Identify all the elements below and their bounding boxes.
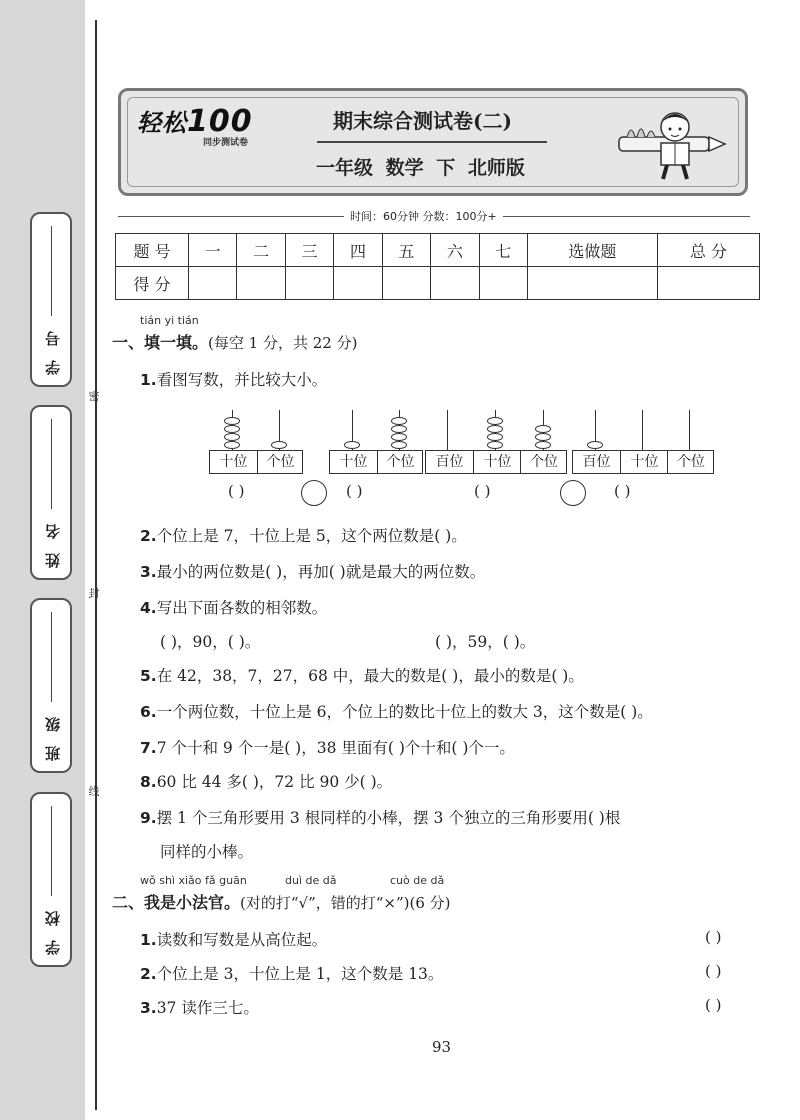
- table-cell: 一: [189, 234, 237, 267]
- section1-note: (每空 1 分，共 22 分): [208, 334, 358, 352]
- question-number: 6.: [140, 703, 157, 721]
- question-4: [140, 596, 327, 618]
- question-6: [140, 700, 653, 722]
- question-text: 37 读作三七。: [156, 999, 259, 1017]
- abacus-bead: [224, 441, 240, 449]
- student-number-label: 学号: [44, 317, 62, 375]
- name-label: 姓名: [44, 510, 62, 568]
- abacus-rod: [447, 410, 448, 450]
- score-input-cell[interactable]: [334, 267, 382, 300]
- question-number: 1.: [140, 371, 157, 389]
- abacus-d-labels: [572, 450, 714, 474]
- question-number: 8.: [140, 773, 157, 791]
- section1-heading: [112, 330, 357, 353]
- table-cell: 总 分: [657, 234, 759, 267]
- brand-logo: [137, 103, 253, 139]
- question-8: [140, 770, 392, 792]
- question-9-continued: 同样的小棒。: [160, 843, 254, 861]
- question-7: [140, 736, 515, 758]
- score-input-cell[interactable]: [431, 267, 479, 300]
- question-3: [140, 560, 485, 582]
- class-box[interactable]: [30, 598, 72, 773]
- question-number: 5.: [140, 667, 157, 685]
- question-text: 60 比 44 多( )，72 比 90 少( )。: [156, 773, 393, 791]
- abacus-a-labels: [209, 450, 303, 474]
- abacus-bead: [487, 425, 503, 433]
- abacus-bead: [224, 417, 240, 425]
- place-label: 十位: [620, 451, 668, 473]
- compare-circle[interactable]: [301, 480, 327, 506]
- section1-pinyin: tián yi tián: [140, 314, 199, 327]
- abacus-c-labels: [425, 450, 567, 474]
- section2-pinyin: cuò de dǎ: [390, 874, 445, 887]
- exam-subtitle: 一年级 数学 下 北师版: [316, 157, 525, 179]
- place-label: 百位: [435, 454, 464, 470]
- table-cell: 四: [334, 234, 382, 267]
- abacus-bead: [535, 433, 551, 441]
- question-5: [140, 664, 584, 686]
- question-text: 最小的两位数是( )，再加( )就是最大的两位数。: [156, 563, 486, 581]
- question-number: 2.: [140, 965, 157, 983]
- table-cell: 五: [382, 234, 430, 267]
- question-text: 写出下面各数的相邻数。: [156, 599, 328, 617]
- school-box[interactable]: [30, 792, 72, 967]
- abacus-bead: [391, 433, 407, 441]
- table-cell: 题 号: [116, 234, 189, 267]
- logo-subtitle: 同步测试卷: [203, 138, 249, 148]
- answer-blank[interactable]: ( ): [474, 482, 491, 500]
- question-text: 看图写数，并比较大小。: [156, 371, 328, 389]
- table-cell: 二: [237, 234, 285, 267]
- answer-blank[interactable]: ( ): [228, 482, 245, 500]
- score-table: [115, 233, 760, 300]
- score-input-cell[interactable]: [285, 267, 333, 300]
- question-2: [140, 524, 467, 546]
- abacus-bead: [487, 417, 503, 425]
- score-input-cell[interactable]: [527, 267, 657, 300]
- abacus-b-labels: [329, 450, 423, 474]
- judge-question-2: [140, 962, 443, 984]
- page-number: 93: [432, 1038, 452, 1056]
- table-cell: 六: [431, 234, 479, 267]
- question-1: [140, 368, 327, 390]
- abacus-bead: [391, 441, 407, 449]
- place-label: 个位: [257, 451, 303, 473]
- score-input-cell[interactable]: [479, 267, 527, 300]
- table-cell: 选做题: [527, 234, 657, 267]
- abacus-bead: [271, 441, 287, 449]
- abacus-bead: [487, 441, 503, 449]
- judge-question-3: [140, 996, 259, 1018]
- abacus-bead: [535, 441, 551, 449]
- section2-pinyin: duì de dǎ: [285, 874, 337, 887]
- seal-mark: 封: [88, 587, 100, 600]
- abacus-bead: [391, 417, 407, 425]
- abacus-rod: [689, 410, 690, 450]
- question-4-line-a: ( )，90，( )。: [160, 633, 261, 651]
- header-banner: [118, 88, 748, 196]
- table-cell: 三: [285, 234, 333, 267]
- table-cell: 七: [479, 234, 527, 267]
- place-label: 个位: [667, 451, 714, 473]
- section2-pinyin: wǒ shì xiǎo fǎ guān: [140, 874, 247, 887]
- abacus-bead: [535, 425, 551, 433]
- question-text: 个位上是 7，十位上是 5，这个两位数是( )。: [156, 527, 467, 545]
- seal-mark: 密: [88, 390, 100, 403]
- question-4-line-b: ( )，59，( )。: [435, 633, 536, 651]
- judge-answer-blank[interactable]: ( ): [705, 962, 722, 980]
- section2-title: 二、我是小法官。: [112, 893, 241, 912]
- table-cell: 得 分: [116, 267, 189, 300]
- fill-line: [51, 806, 52, 896]
- abacus-bead: [587, 441, 603, 449]
- abacus-bead: [224, 433, 240, 441]
- question-number: 1.: [140, 931, 157, 949]
- fill-line: [51, 419, 52, 509]
- question-text: 读数和写数是从高位起。: [156, 931, 328, 949]
- section2-note: (对的打“√”，错的打“×”)(6 分): [240, 894, 451, 912]
- seal-mark: 线: [88, 785, 100, 798]
- score-input-cell[interactable]: [189, 267, 237, 300]
- question-number: 4.: [140, 599, 157, 617]
- question-text: 一个两位数，十位上是 6，个位上的数比十位上的数大 3，这个数是( )。: [156, 703, 653, 721]
- binding-line: [95, 20, 97, 1110]
- table-row: [116, 267, 760, 300]
- question-number: 3.: [140, 999, 157, 1017]
- score-input-cell[interactable]: [382, 267, 430, 300]
- answer-blank[interactable]: ( ): [346, 482, 363, 500]
- score-input-cell[interactable]: [657, 267, 759, 300]
- abacus-bead: [391, 425, 407, 433]
- school-label: 学校: [44, 897, 62, 955]
- logo-number: 100: [187, 104, 253, 139]
- table-row: [116, 234, 760, 267]
- student-number-box[interactable]: [30, 212, 72, 387]
- answer-blank[interactable]: ( ): [614, 482, 631, 500]
- abacus-rod: [642, 410, 643, 450]
- section2-heading: [112, 890, 451, 913]
- question-number: 3.: [140, 563, 157, 581]
- abacus-bead: [344, 441, 360, 449]
- exam-title: 期末综合测试卷(二): [333, 109, 512, 133]
- logo-text: 轻松: [137, 109, 187, 137]
- fill-line: [51, 226, 52, 316]
- question-text: 在 42，38，7，27，68 中，最大的数是( )，最小的数是( )。: [156, 667, 584, 685]
- judge-answer-blank[interactable]: ( ): [705, 928, 722, 946]
- question-number: 2.: [140, 527, 157, 545]
- abacus-bead: [224, 425, 240, 433]
- name-box[interactable]: [30, 405, 72, 580]
- judge-question-1: [140, 928, 327, 950]
- title-divider: [317, 141, 547, 143]
- question-text: 个位上是 3，十位上是 1，这个数是 13。: [156, 965, 444, 983]
- reading-kid-illustration: [617, 99, 727, 184]
- place-label: 十位: [339, 454, 368, 470]
- question-text: 7 个十和 9 个一是( )，38 里面有( )个十和( )个一。: [156, 739, 515, 757]
- class-label: 班级: [44, 703, 62, 761]
- place-label: 个位: [377, 451, 423, 473]
- place-label: 百位: [582, 454, 611, 470]
- question-text: 摆 1 个三角形要用 3 根同样的小棒，摆 3 个独立的三角形要用( )根: [156, 809, 621, 827]
- time-info: 时间：60分钟 分数：100分+: [344, 208, 503, 224]
- question-number: 7.: [140, 739, 157, 757]
- section1-title: 一、填一填。: [112, 333, 209, 352]
- question-number: 9.: [140, 809, 157, 827]
- abacus-bead: [487, 433, 503, 441]
- place-label: 十位: [219, 454, 248, 470]
- fill-line: [51, 612, 52, 702]
- score-input-cell[interactable]: [237, 267, 285, 300]
- judge-answer-blank[interactable]: ( ): [705, 996, 722, 1014]
- place-label: 个位: [520, 451, 567, 473]
- question-9: [140, 806, 620, 828]
- compare-circle[interactable]: [560, 480, 586, 506]
- place-label: 十位: [473, 451, 521, 473]
